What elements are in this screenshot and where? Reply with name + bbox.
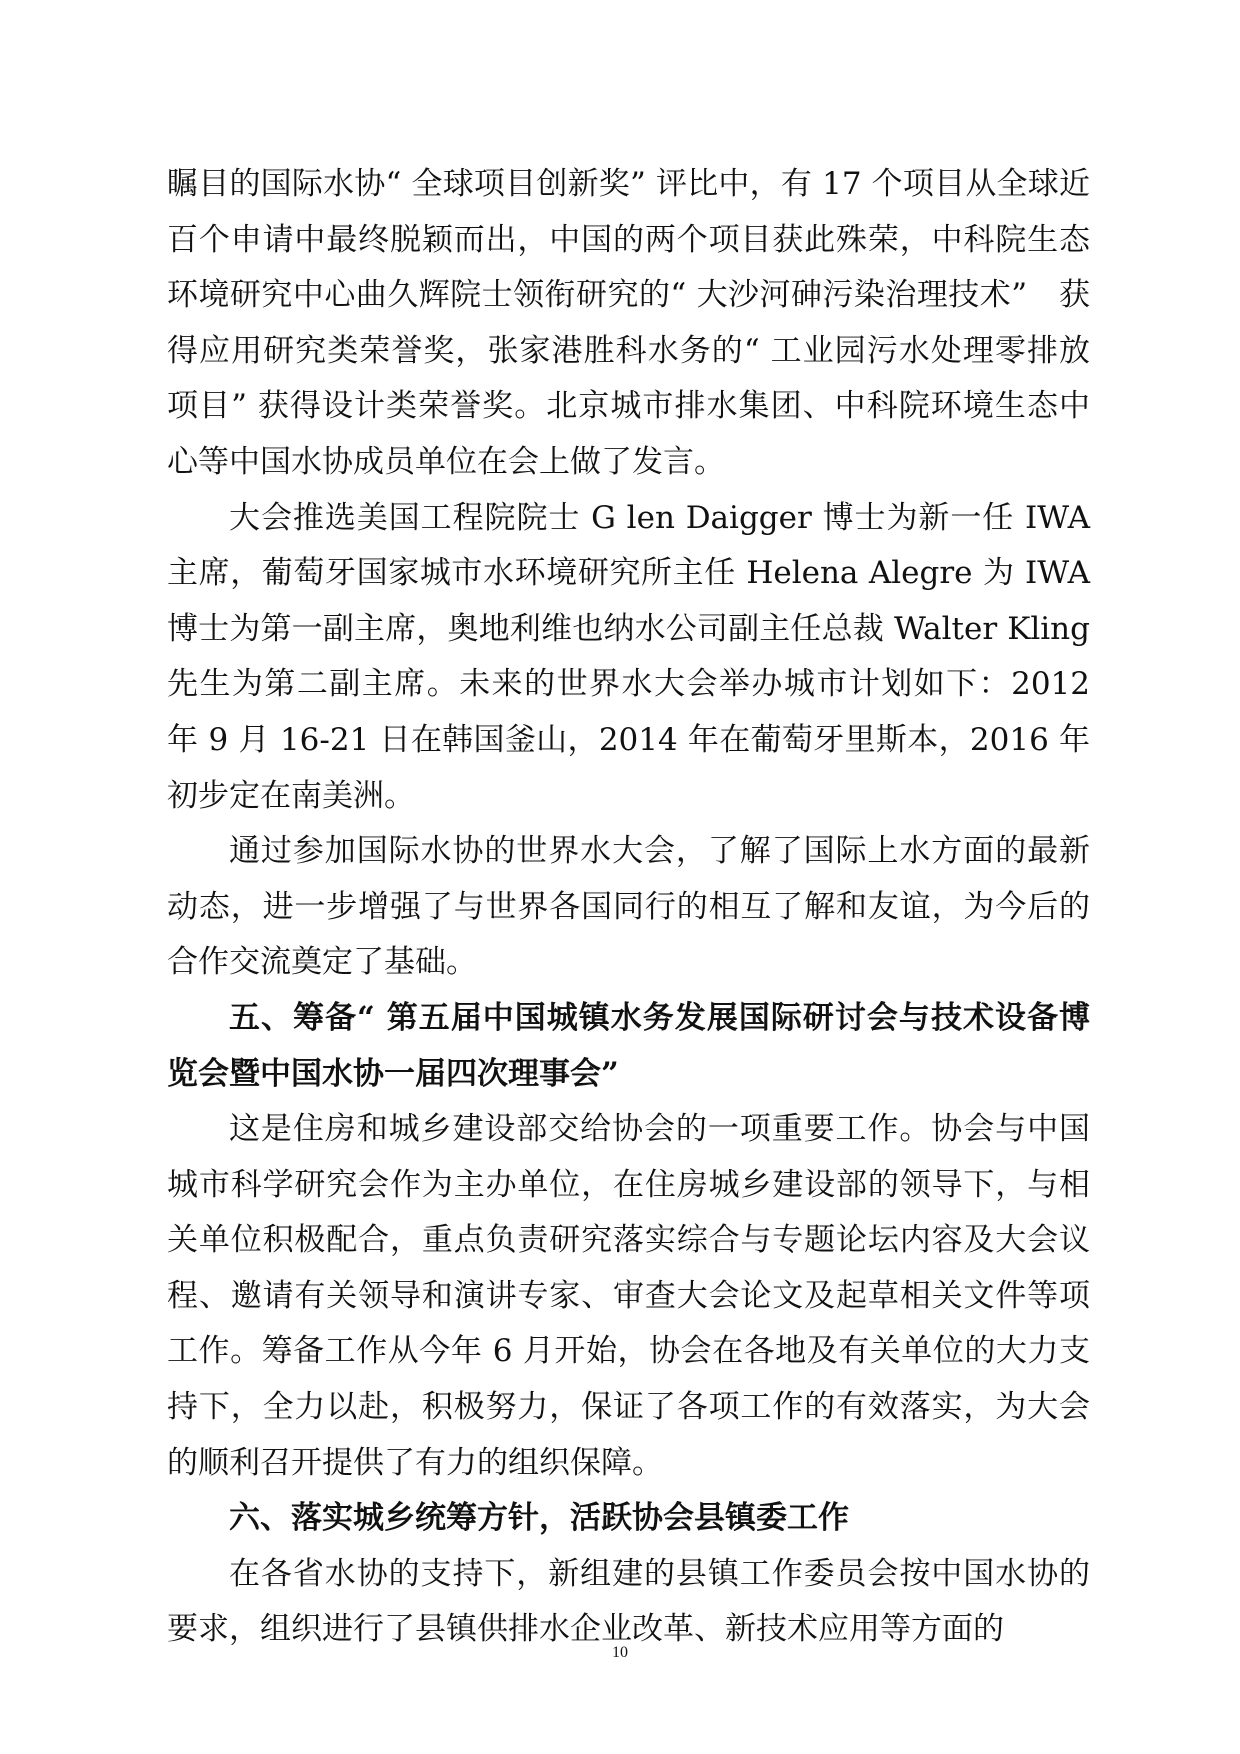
section-heading-6: 六、落实城乡统筹方针，活跃协会县镇委工作: [229, 1500, 849, 1537]
page-number: 10: [612, 1644, 628, 1661]
paragraph-conference-preparation: 这是住房和城乡建设部交给协会的一项重要工作。协会与中国城市科学研究会作为主办单位，在住房城乡建设部的领导下，与相关单位积极配合，重点负责研究落实综合与专题论坛内容及大会议程、邀请有关领导和演讲专家、审查大会论文及起草相关文件等项工作。筹备工作从今年 6 月开始，协会在各地及有关单位的大力支持下，全力以赴，积极努力，保证了各项工作的有效落实，为大会的顺利召开提供了有力的组织保障。: [167, 1111, 1090, 1481]
paragraph-award-results: 瞩目的国际水协“ 全球项目创新奖” 评比中，有 17 个项目从全球近百个申请中最终脱颖而出，中国的两个项目获此殊荣，中科院生态环境研究中心曲久辉院士领衔研究的“ 大沙河砷污染治理技术” 获得应用研究类荣誉奖，张家港胜科水务的“ 工业园污水处理零排放项目” 获得设计类荣誉奖。北京城市排水集团、中科院环境生态中心等中国水协成员单位在会上做了发言。: [167, 166, 1090, 480]
section-heading-5: 五、筹备“ 第五届中国城镇水务发展国际研讨会与技术设备博览会暨中国水协一届四次理事会”: [167, 999, 1090, 1092]
paragraph-congress-summary: 通过参加国际水协的世界水大会，了解了国际上水方面的最新动态，进一步增强了与世界各国同行的相互了解和友谊，为今后的合作交流奠定了基础。: [167, 833, 1090, 981]
paragraph-county-committee: 在各省水协的支持下，新组建的县镇工作委员会按中国水协的要求，组织进行了县镇供排水企业改革、新技术应用等方面的: [167, 1555, 1090, 1648]
document-body: [167, 157, 1090, 1658]
paragraph-iwa-leadership: 大会推选美国工程院院士 G len Daigger 博士为新一任 IWA 主席，葡萄牙国家城市水环境研究所主任 Helena Alegre 为 IWA 博士为第一副主席，奥地利维也纳水公司副主任总裁 Walter Kling 先生为第二副主席。未来的世界水大会举办城市计划如下：2012 年 9 月 16-21 日在韩国釜山，2014 年在葡萄牙里斯本，2016 年初步定在南美洲。: [167, 499, 1090, 814]
